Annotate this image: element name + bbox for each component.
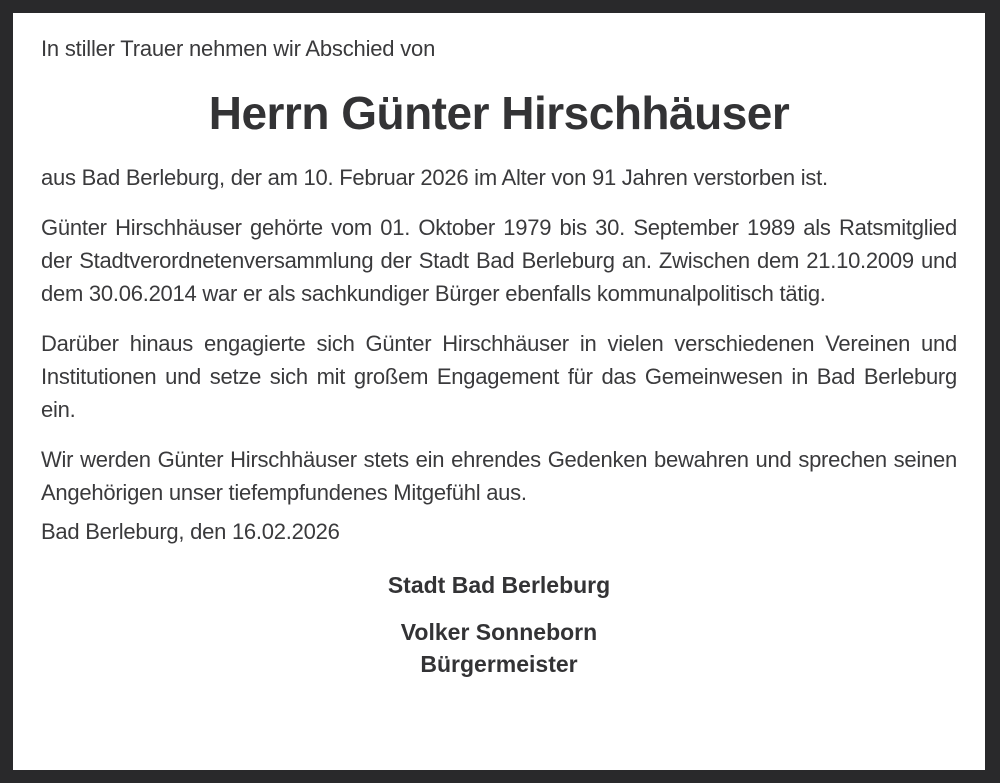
paragraph-death-notice: aus Bad Berleburg, der am 10. Februar 2026 im Alter von 91 Jahren verstorben ist. (41, 165, 828, 190)
paragraph-community-engagement: Darüber hinaus engagierte sich Günter Hirschhäuser in vielen verschiedenen Vereinen und Institutionen und setze sich mit großem Engagement für das Gemeinwesen in Bad Berleburg ein. (41, 331, 957, 422)
signature-name: Volker Sonneborn (400, 619, 598, 645)
deceased-name-heading: Herrn Günter Hirschhäuser (208, 87, 790, 139)
signature-organization: Stadt Bad Berleburg (387, 572, 611, 598)
paragraph-council-history: Günter Hirschhäuser gehörte vom 01. Oktober 1979 bis 30. September 1989 als Ratsmitglied der Stadtverordnetenversammlung der Stadt Bad Berleburg an. Zwischen dem 21.10.2009 und dem 30.06.2014 war er als sachkundiger Bürger ebenfalls kommunalpolitisch tätig. (41, 215, 957, 306)
signature-title: Bürgermeister (420, 651, 578, 677)
signature-block (41, 569, 957, 680)
intro-line: In stiller Trauer nehmen wir Abschied von (41, 36, 436, 61)
dateline: Bad Berleburg, den 16.02.2026 (41, 519, 340, 544)
paragraph-condolence: Wir werden Günter Hirschhäuser stets ein ehrendes Gedenken bewahren und sprechen seinen Angehörigen unser tiefempfundenes Mitgefühl aus. (41, 447, 957, 505)
obituary-card (13, 13, 985, 770)
